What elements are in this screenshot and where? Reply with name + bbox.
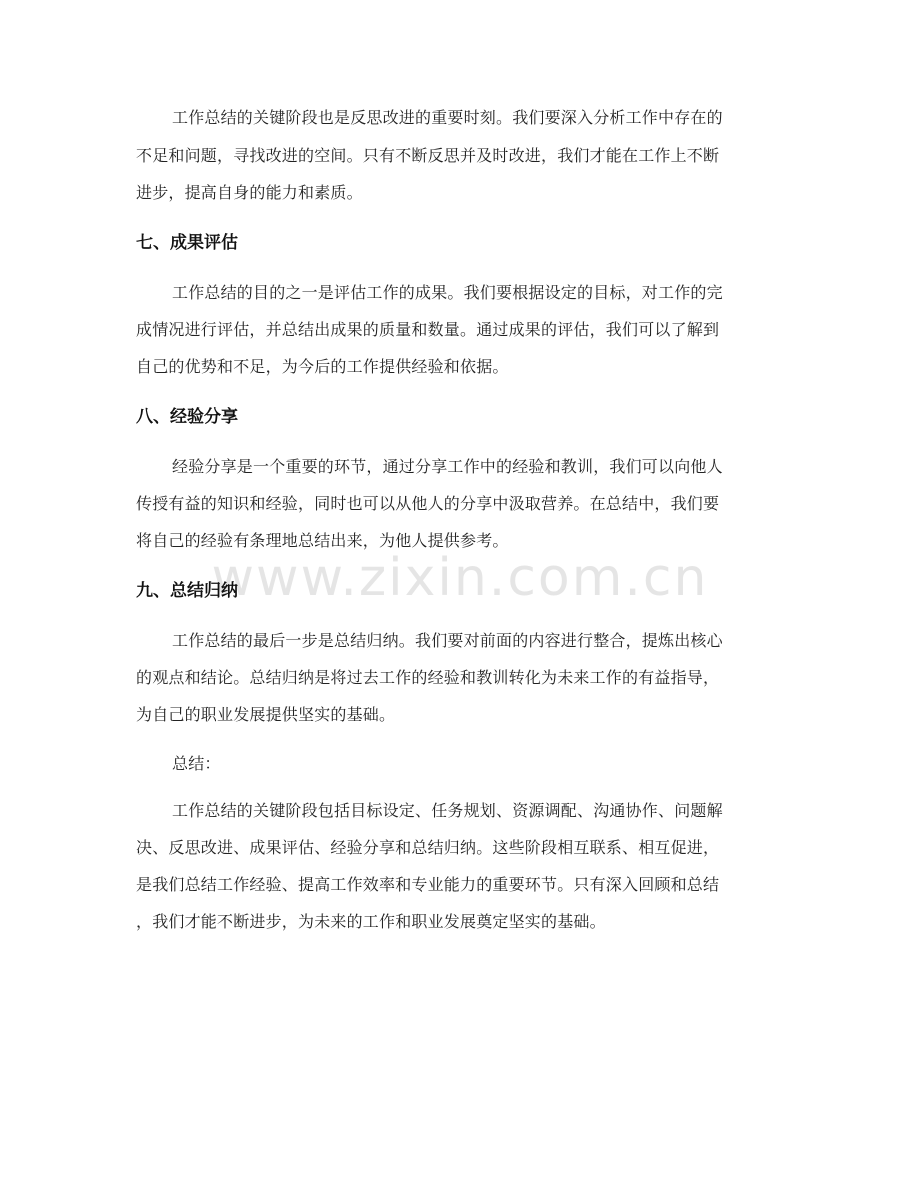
- paragraph-line: 工作总结的关键阶段包括目标设定、任务规划、资源调配、沟通协作、问题解: [172, 801, 723, 820]
- paragraph-line: 工作总结的最后一步是总结归纳。我们要对前面的内容进行整合，提炼出核心: [172, 631, 723, 650]
- paragraph-line: 为自己的职业发展提供坚实的基础。: [136, 705, 396, 724]
- paragraph-line: 是我们总结工作经验、提高工作效率和专业能力的重要环节。只有深入回顾和总结: [136, 875, 720, 894]
- section-heading-summary-induction: 九、总结归纳: [136, 581, 238, 601]
- paragraph-line: 将自己的经验有条理地总结出来，为他人提供参考。: [136, 531, 509, 550]
- paragraph-line: 成情况进行评估，并总结出成果的质量和数量。通过成果的评估，我们可以了解到: [136, 320, 720, 339]
- paragraph-line: 决、反思改进、成果评估、经验分享和总结归纳。这些阶段相互联系、相互促进，: [136, 838, 720, 857]
- paragraph-line: 不足和问题，寻找改进的空间。只有不断反思并及时改进，我们才能在工作上不断: [136, 146, 720, 165]
- watermark: www.zixin.com.cn: [211, 548, 709, 608]
- paragraph-line: ，我们才能不断进步，为未来的工作和职业发展奠定坚实的基础。: [136, 912, 606, 931]
- summary-label: 总结：: [172, 754, 221, 773]
- section-heading-results-evaluation: 七、成果评估: [136, 233, 238, 253]
- paragraph-line: 的观点和结论。总结归纳是将过去工作的经验和教训转化为未来工作的有益指导，: [136, 668, 720, 687]
- paragraph-line: 工作总结的目的之一是评估工作的成果。我们要根据设定的目标，对工作的完: [172, 283, 723, 302]
- paragraph-line: 工作总结的关键阶段也是反思改进的重要时刻。我们要深入分析工作中存在的: [172, 108, 723, 127]
- paragraph-line: 进步，提高自身的能力和素质。: [136, 183, 363, 202]
- paragraph-line: 经验分享是一个重要的环节，通过分享工作中的经验和教训，我们可以向他人: [172, 457, 723, 476]
- paragraph-line: 自己的优势和不足，为今后的工作提供经验和依据。: [136, 357, 509, 376]
- section-heading-experience-sharing: 八、经验分享: [136, 407, 238, 427]
- paragraph-line: 传授有益的知识和经验，同时也可以从他人的分享中汲取营养。在总结中，我们要: [136, 494, 720, 513]
